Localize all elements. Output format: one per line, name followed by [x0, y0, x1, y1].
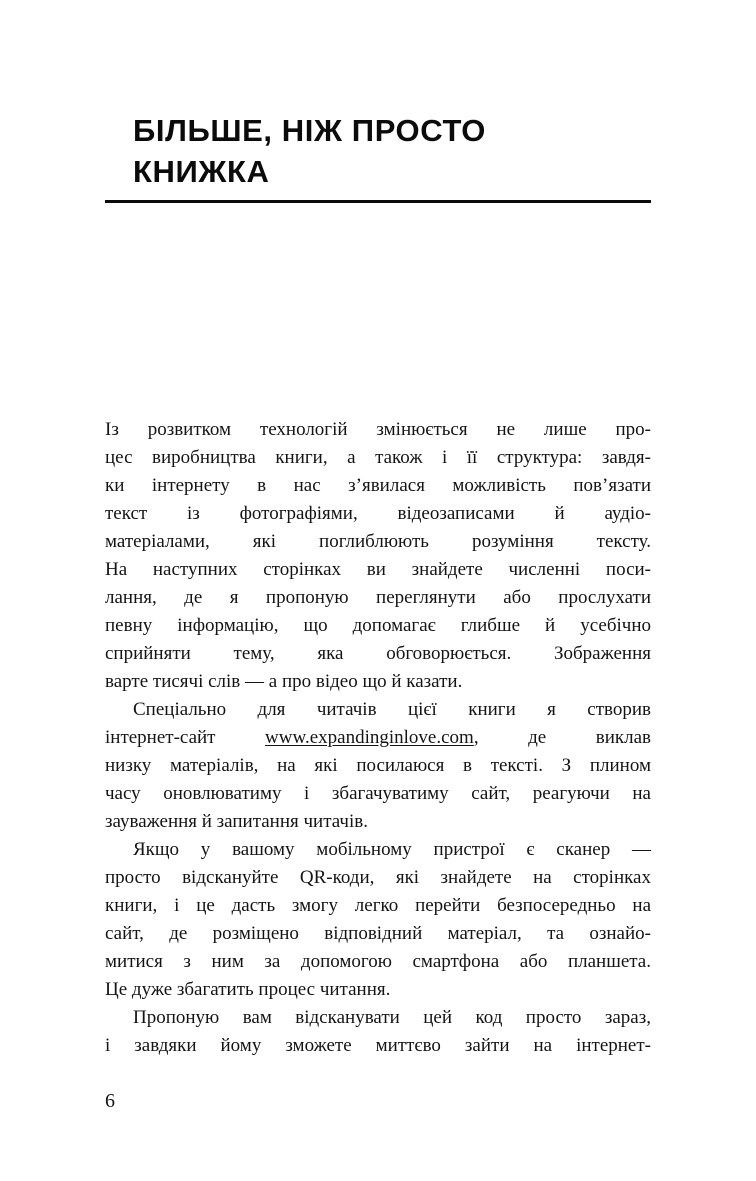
text-line [105, 500, 651, 528]
text-line [105, 920, 651, 948]
chapter-title-line1: БІЛЬШЕ, НІЖ ПРОСТО [133, 113, 486, 148]
chapter-title [105, 110, 651, 192]
text-line [105, 612, 651, 640]
text-segment: , де виклав [473, 727, 652, 748]
text-segment: книги, і це дасть змогу легко перейти безпосередньо на [105, 895, 651, 916]
text-line [105, 444, 651, 472]
chapter-title-line2: КНИЖКА [133, 154, 270, 189]
text-segment: матеріалами, які поглиблюють розуміння тексту. [105, 531, 651, 552]
text-line [105, 752, 651, 780]
text-line [105, 948, 651, 976]
paragraph [105, 836, 651, 1004]
text-line [105, 472, 651, 500]
text-segment: текст із фотографіями, відеозаписами й аудіо- [105, 503, 651, 524]
text-segment: певну інформацію, що допомагає глибше й усебічно [105, 615, 651, 636]
text-line [105, 864, 651, 892]
text-segment: часу оновлюватиму і збагачуватиму сайт, реагуючи на [105, 783, 651, 804]
text-line [105, 696, 651, 724]
paragraph [105, 696, 651, 836]
text-segment: лання, де я пропоную переглянути або прослухати [105, 587, 651, 608]
text-segment: митися з ним за допомогою смартфона або планшета. [105, 951, 651, 972]
text-segment: ки інтернету в нас з’явилася можливість пов’язати [105, 475, 651, 496]
text-line [105, 780, 651, 808]
text-segment: Якщо у вашому мобільному пристрої є сканер — [133, 839, 651, 860]
text-segment: низку матеріалів, на які посилаюся в тексті. З плином [105, 755, 651, 776]
text-line [105, 724, 651, 752]
body-text [105, 416, 651, 1060]
text-line [105, 668, 651, 696]
text-line [105, 556, 651, 584]
website-link[interactable]: www.expandinginlove.com [265, 727, 474, 748]
text-segment: цес виробництва книги, а також і її структура: завдя- [105, 447, 651, 468]
text-segment: Спеціально для читачів цієї книги я створив [133, 699, 651, 720]
text-line [105, 528, 651, 556]
text-segment: Пропоную вам відсканувати цей код просто зараз, [133, 1007, 651, 1028]
text-line [105, 1004, 651, 1032]
text-segment: варте тисячі слів — а про відео що й казати. [105, 671, 463, 692]
text-line [105, 416, 651, 444]
text-line [105, 584, 651, 612]
paragraph [105, 416, 651, 696]
text-segment: Із розвитком технологій змінюється не лише про- [105, 419, 651, 440]
text-segment: Це дуже збагатить процес читання. [105, 979, 391, 1000]
text-segment: На наступних сторінках ви знайдете численні поси- [105, 559, 651, 580]
paragraph [105, 1004, 651, 1060]
text-line [105, 1032, 651, 1060]
text-line [105, 808, 651, 836]
text-line [105, 836, 651, 864]
page-content [105, 0, 651, 1060]
text-segment: сайт, де розміщено відповідний матеріал, та ознайо- [105, 923, 651, 944]
heading-rule [105, 200, 651, 203]
text-line [105, 976, 651, 1004]
text-segment: сприйняти тему, яка обговорюється. Зображення [105, 643, 651, 664]
text-segment: і завдяки йому зможете миттєво зайти на інтернет- [105, 1035, 651, 1056]
text-segment: зауваження й запитання читачів. [105, 811, 368, 832]
text-segment: інтернет-сайт [105, 727, 266, 748]
text-line [105, 892, 651, 920]
text-segment: просто відскануйте QR-коди, які знайдете на сторінках [105, 867, 651, 888]
page-number: 6 [105, 1090, 115, 1112]
text-line [105, 640, 651, 668]
